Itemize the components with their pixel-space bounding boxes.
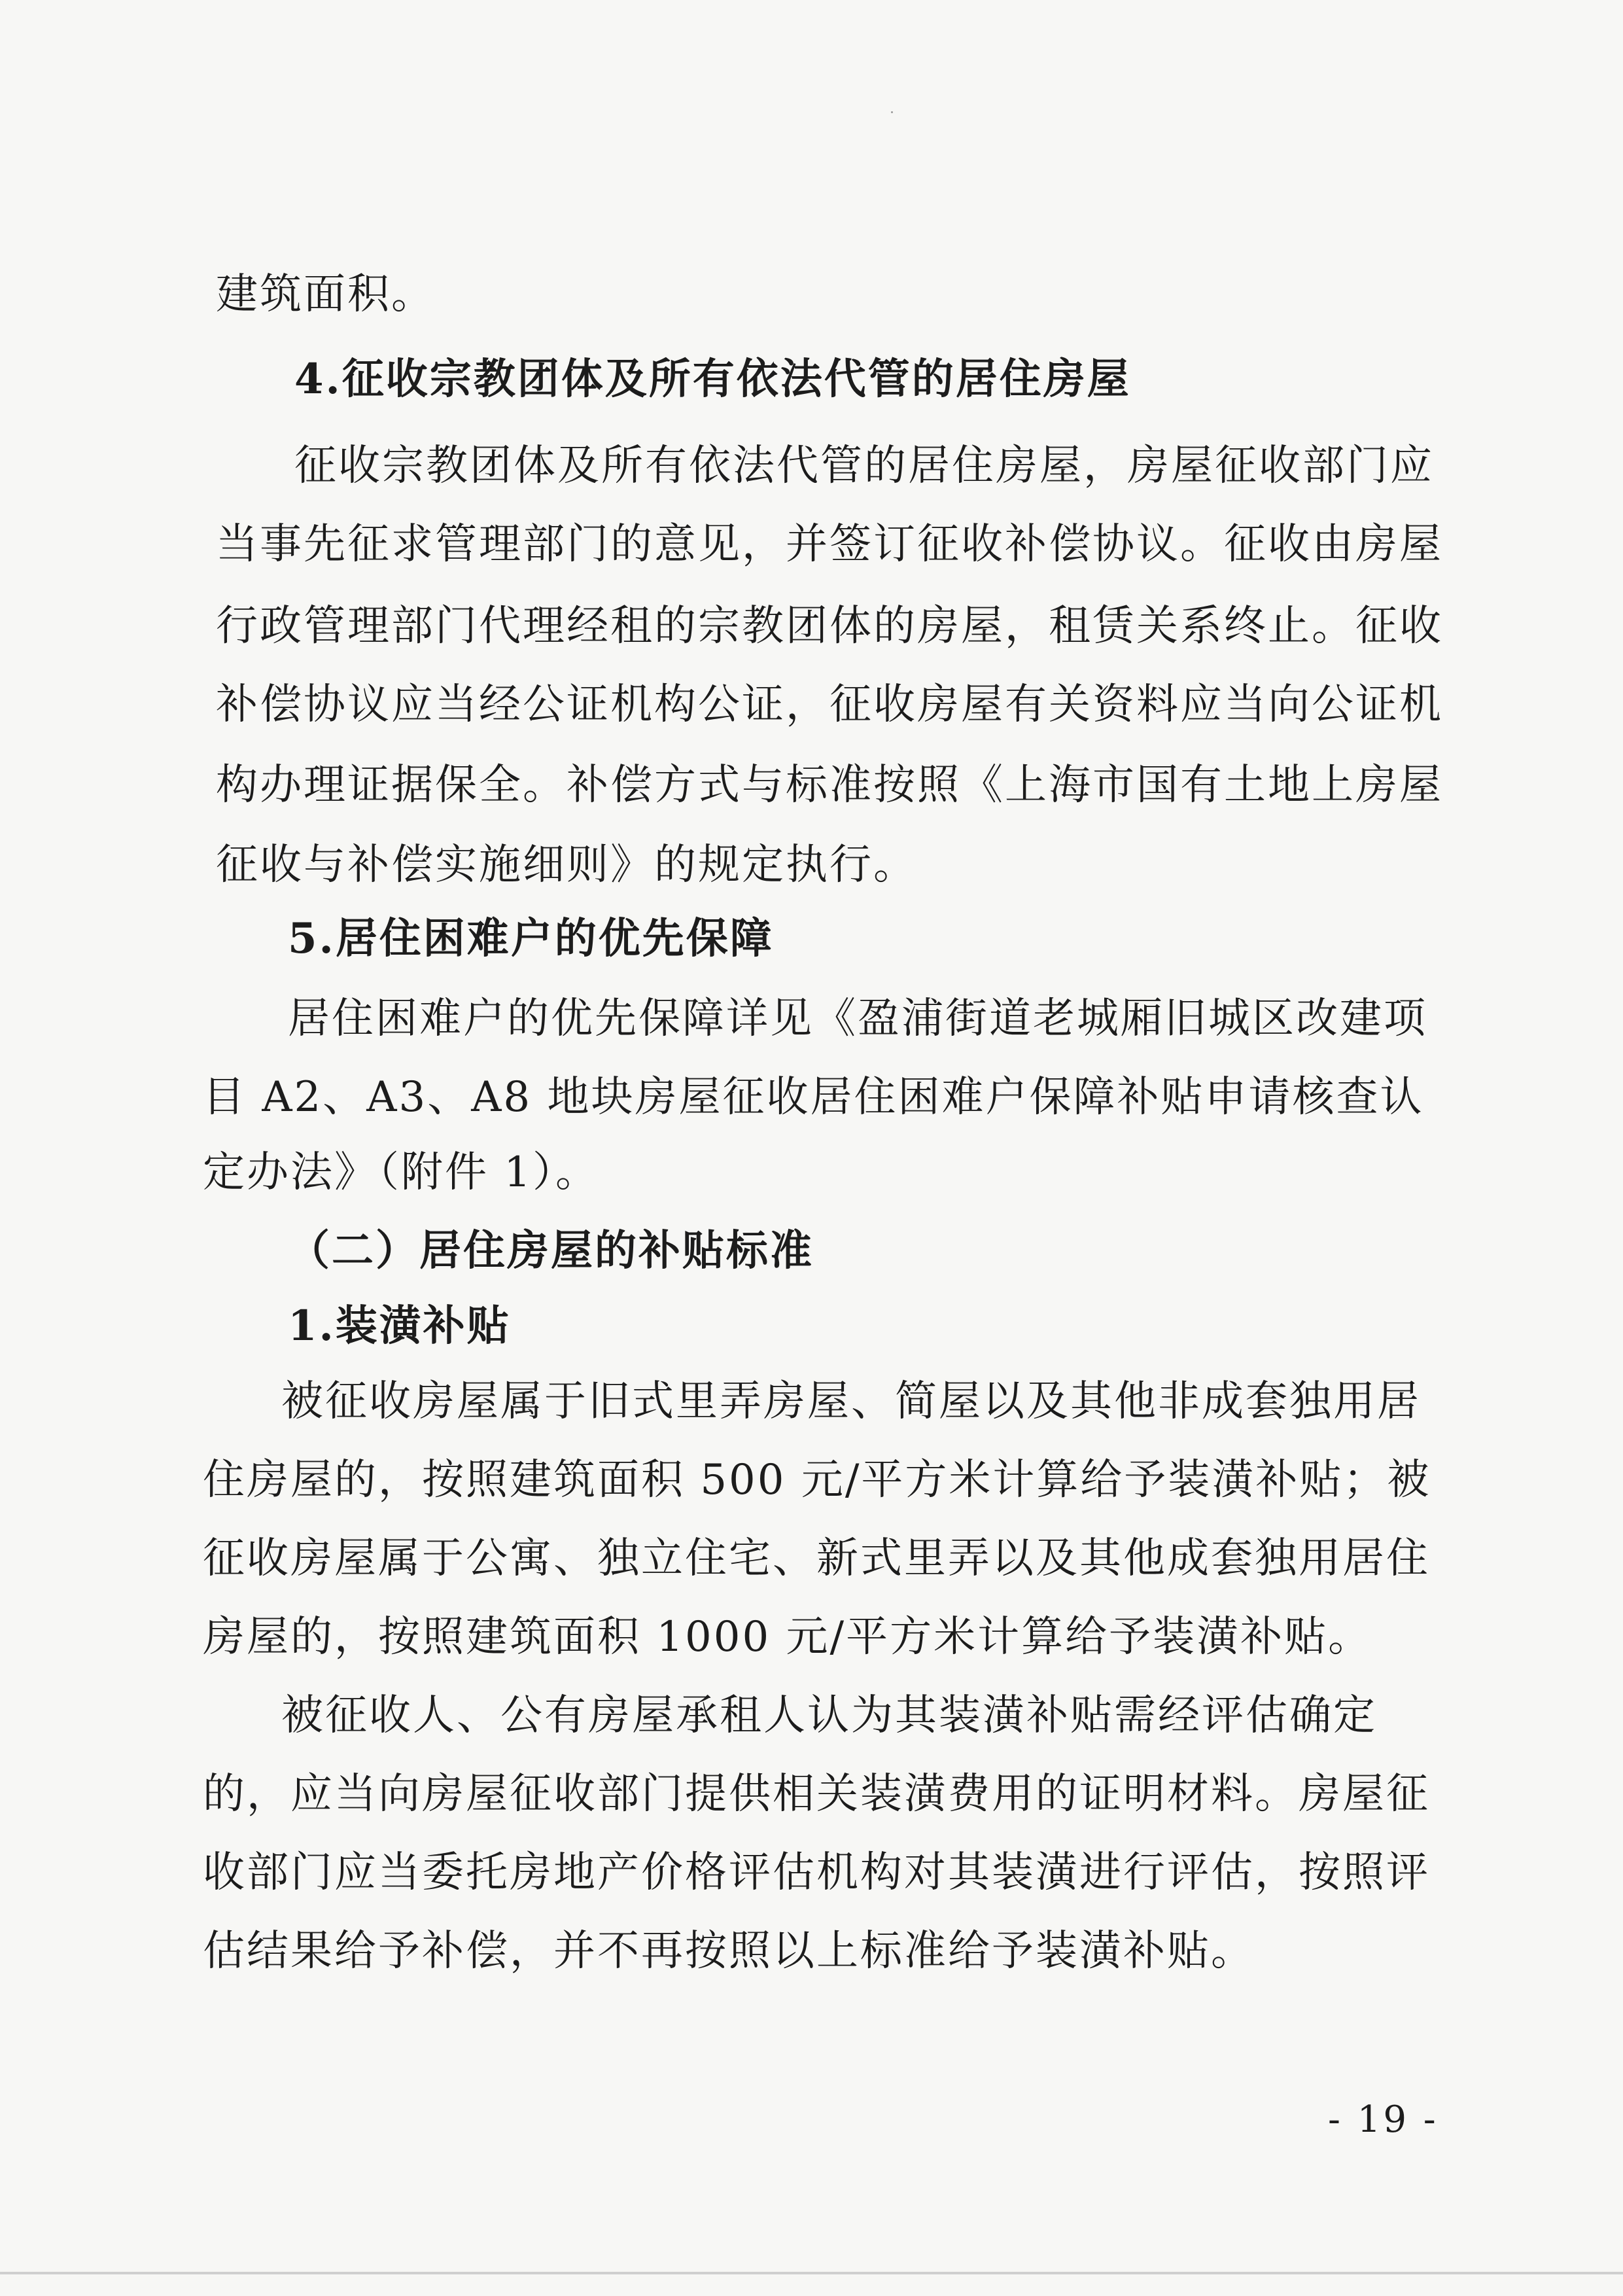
body-text-line: 房屋的，按照建筑面积 1000 元/平方米计算给予装潢补贴。 [203, 1613, 1372, 1661]
body-text-line: 建筑面积。 [216, 270, 435, 319]
body-text-line: 被征收房屋属于旧式里弄房屋、简屋以及其他非成套独用居 [281, 1377, 1421, 1426]
body-text-line: 目 A2、A3、A8 地块房屋征收居住困难户保障补贴申请核查认 [203, 1073, 1424, 1122]
body-text-line: 被征收人、公有房屋承租人认为其装潢补贴需经评估确定 [281, 1691, 1377, 1740]
body-text-line: 征收与补偿实施细则》的规定执行。 [216, 841, 917, 889]
body-text-line: 当事先征求管理部门的意见，并签订征收补偿协议。征收由房屋 [216, 520, 1443, 569]
section-heading: 4.征收宗教团体及所有依法代管的居住房屋 [294, 355, 1131, 404]
page-number: - 19 - [1328, 2098, 1439, 2141]
body-text-line: 居住困难户的优先保障详见《盈浦街道老城厢旧城区改建项 [288, 995, 1427, 1043]
body-text-line: 行政管理部门代理经租的宗教团体的房屋，租赁关系终止。征收 [216, 602, 1443, 650]
body-text-line: 收部门应当委托房地产价格评估机构对其装潢进行评估，按照评 [203, 1848, 1430, 1897]
body-text-line: 的，应当向房屋征收部门提供相关装潢费用的证明材料。房屋征 [203, 1770, 1430, 1818]
scan-dust-mark [891, 111, 893, 113]
body-text-line: 征收房屋属于公寓、独立住宅、新式里弄以及其他成套独用居住 [203, 1534, 1430, 1583]
body-text-line: 补偿协议应当经公证机构公证，征收房屋有关资料应当向公证机 [216, 680, 1443, 729]
body-text-line: 构办理证据保全。补偿方式与标准按照《上海市国有土地上房屋 [216, 761, 1443, 809]
body-text-line: 定办法》（附件 1）。 [203, 1148, 600, 1197]
subsection-heading: 1.装潢补贴 [288, 1301, 511, 1351]
section-heading: （二）居住房屋的补贴标准 [288, 1226, 814, 1275]
body-text-line: 住房屋的，按照建筑面积 500 元/平方米计算给予装潢补贴；被 [203, 1456, 1431, 1504]
section-heading: 5.居住困难户的优先保障 [288, 914, 774, 963]
body-text-line: 征收宗教团体及所有依法代管的居住房屋，房屋征收部门应 [294, 442, 1434, 490]
bottom-scan-edge [0, 2272, 1623, 2274]
body-text-line: 估结果给予补偿，并不再按照以上标准给予装潢补贴。 [203, 1927, 1255, 1975]
